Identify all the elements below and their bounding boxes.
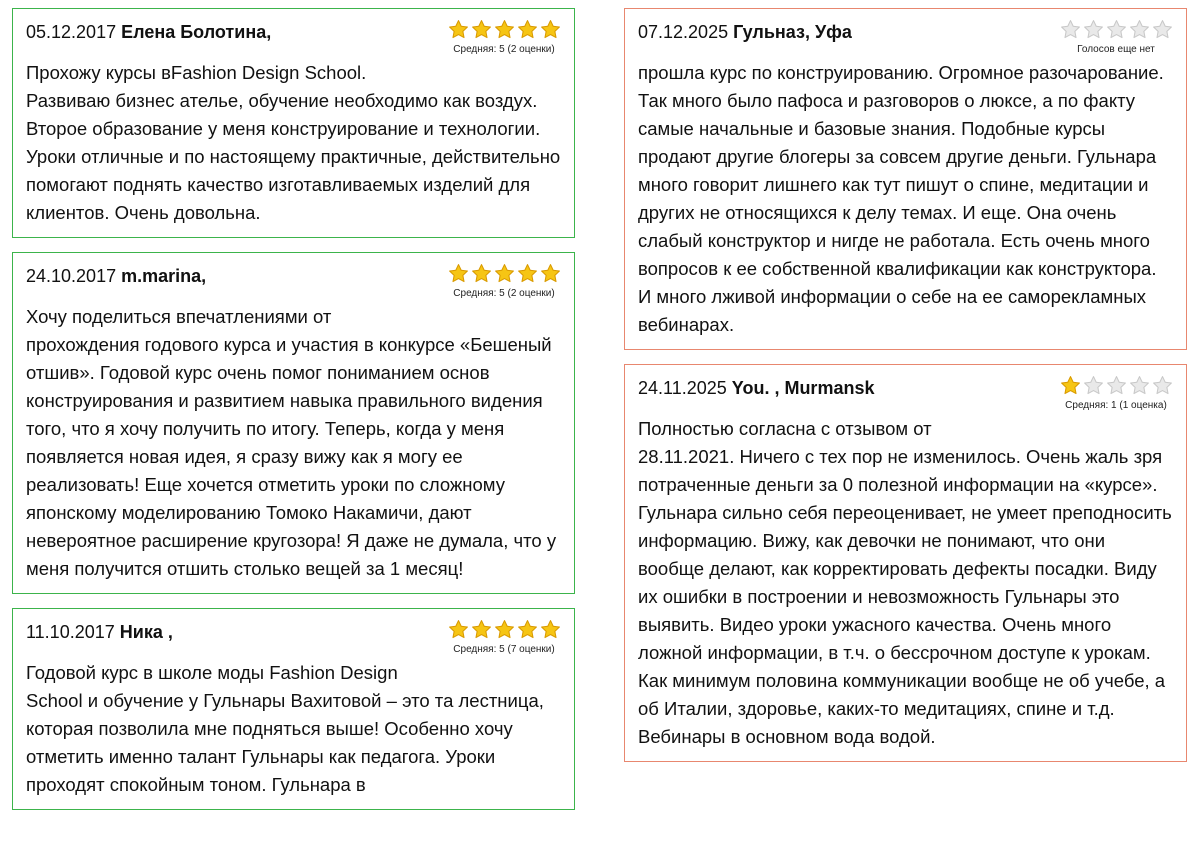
rating-star-icon[interactable]	[471, 19, 492, 40]
review-text: Годовой курс в школе моды Fashion Design School и обучение у Гульнары Вахитовой – это та лестница, которая позволила мне подняться выше! Особенно хочу отметить именно талант Гульнары как педагога. Уроки проходят спокойным тоном. Гульнара в	[26, 662, 544, 795]
rating-summary: Средняя: 1 (1 оценка)	[1065, 400, 1167, 411]
rating-star-icon[interactable]	[1106, 19, 1127, 40]
rating-summary: Голосов еще нет	[1077, 44, 1155, 55]
rating-star-icon[interactable]	[448, 19, 469, 40]
review-text: Полностью согласна с отзывом от 28.11.2021. Ничего с тех пор не изменилось. Очень жаль зря потраченные деньги за 0 полезной информации на «курсе». Гульнара сильно себя переоценивает, не умеет преподносить информацию. Вижу, как девочки не понимают, что они вообще делают, как корректировать дефекты посадки. Виду их ошибки в построении и невозможность Гульнары это выявить. Видео уроки ужасного качества. Очень много ложной информации, в т.ч. о бессрочном доступе к урокам. Как минимум половина коммуникации вообще не об учебе, а об Италии, здоровье, каких-то медитациях, спине и т.д. Вебинары в основном вода водой.	[638, 418, 1172, 747]
review-date: 11.10.2017	[26, 622, 115, 642]
review-date: 07.12.2025	[638, 22, 729, 42]
rating-star-icon[interactable]	[494, 619, 515, 640]
rating-summary: Средняя: 5 (2 оценки)	[453, 288, 555, 299]
rating-summary: Средняя: 5 (7 оценки)	[453, 644, 555, 655]
reviews-column-right	[624, 8, 1187, 776]
rating-widget	[437, 263, 571, 299]
review-author: Гульназ, Уфа	[733, 22, 852, 42]
rating-stars[interactable]	[437, 619, 571, 640]
rating-star-icon[interactable]	[517, 619, 538, 640]
review-header	[638, 19, 1173, 55]
rating-star-icon[interactable]	[517, 19, 538, 40]
rating-star-icon[interactable]	[1152, 19, 1173, 40]
review-author: You. , Murmansk	[731, 378, 875, 398]
rating-star-icon[interactable]	[540, 263, 561, 284]
rating-star-icon[interactable]	[1060, 19, 1081, 40]
rating-stars[interactable]	[437, 19, 571, 40]
rating-star-icon[interactable]	[1152, 375, 1173, 396]
rating-star-icon[interactable]	[471, 619, 492, 640]
review-author: Ника ,	[119, 622, 173, 642]
rating-star-icon[interactable]	[494, 19, 515, 40]
reviews-column-left	[12, 8, 575, 824]
rating-star-icon[interactable]	[494, 263, 515, 284]
review-date: 24.11.2025	[638, 378, 727, 398]
review-card	[12, 252, 575, 594]
rating-star-icon[interactable]	[448, 263, 469, 284]
review-header	[26, 619, 561, 655]
review-header	[26, 263, 561, 299]
rating-stars[interactable]	[1049, 19, 1183, 40]
rating-star-icon[interactable]	[540, 19, 561, 40]
rating-star-icon[interactable]	[1106, 375, 1127, 396]
review-author: m.marina,	[121, 266, 207, 286]
rating-star-icon[interactable]	[1129, 375, 1150, 396]
rating-star-icon[interactable]	[517, 263, 538, 284]
review-text: Прохожу курсы вFashion Design School. Развиваю бизнес ателье, обучение необходимо как воздух. Второе образование у меня конструирование и технологии. Уроки отличные и по настоящему практичные, действительно помогают поднять качество изготавливаемых изделий для клиентов. Очень довольна.	[26, 62, 561, 223]
rating-stars[interactable]	[437, 263, 571, 284]
review-card	[624, 8, 1187, 350]
rating-widget	[437, 19, 571, 55]
rating-widget	[437, 619, 571, 655]
rating-star-icon[interactable]	[1129, 19, 1150, 40]
rating-stars[interactable]	[1049, 375, 1183, 396]
review-text: прошла курс по конструированию. Огромное разочарование. Так много было пафоса и разговоров о люксе, а по факту самые начальные и базовые знания. Подобные курсы продают другие блогеры за совсем другие деньги. Гульнара много говорит лишнего как тут пишут о спине, медитации и других не относящихся к делу темах. И еще. Она очень слабый конструктор и нигде не работала. Есть очень много вопросов к ее собственной квалификации как конструктора. И много лживой информации о себе на ее саморекламных вебинарах.	[638, 62, 1164, 335]
rating-widget	[1049, 375, 1183, 411]
rating-widget	[1049, 19, 1183, 55]
review-card	[12, 608, 575, 810]
review-header	[26, 19, 561, 55]
review-text: Хочу поделиться впечатлениями от прохождения годового курса и участия в конкурсе «Бешеный отшив». Годовой курс очень помог пониманием основ конструирования и развитием навыка правильного видения того, что я хочу получить по итогу. Теперь, когда у меня появляется новая идея, я сразу вижу как я могу ее реализовать! Еще хочется отметить уроки по сложному японскому моделированию Томоко Накамичи, дают невероятное расширение кругозора! Я даже не думала, что у меня получится отшить столько вещей за 1 месяц!	[26, 306, 557, 579]
rating-star-icon[interactable]	[1060, 375, 1081, 396]
rating-star-icon[interactable]	[1083, 19, 1104, 40]
rating-star-icon[interactable]	[1083, 375, 1104, 396]
rating-star-icon[interactable]	[471, 263, 492, 284]
review-card	[12, 8, 575, 238]
review-date: 24.10.2017	[26, 266, 117, 286]
review-date: 05.12.2017	[26, 22, 117, 42]
review-header	[638, 375, 1173, 411]
review-author: Елена Болотина,	[121, 22, 272, 42]
review-card	[624, 364, 1187, 762]
rating-summary: Средняя: 5 (2 оценки)	[453, 44, 555, 55]
rating-star-icon[interactable]	[448, 619, 469, 640]
rating-star-icon[interactable]	[540, 619, 561, 640]
